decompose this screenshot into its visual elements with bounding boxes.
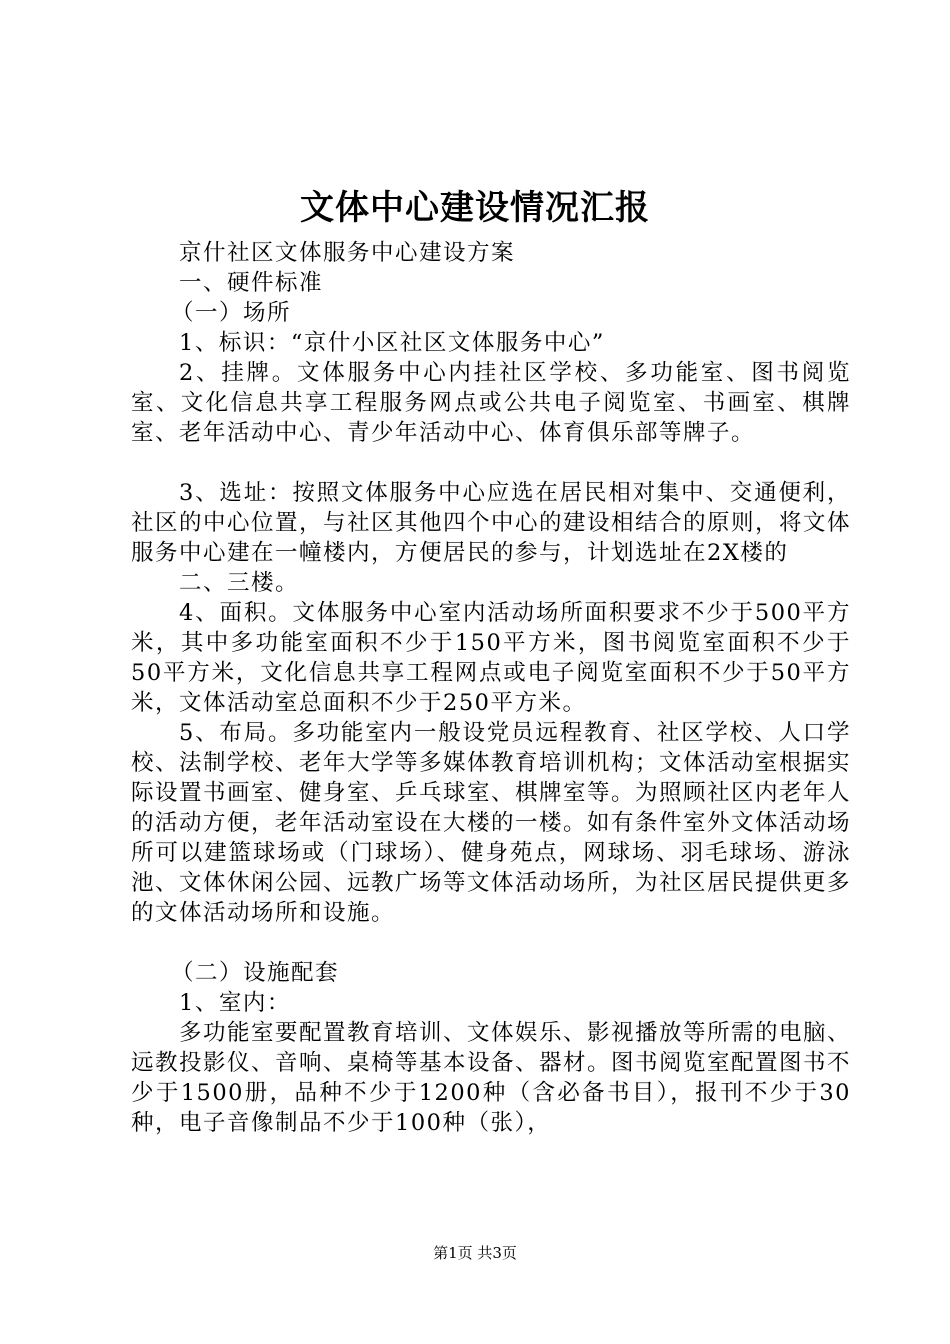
paragraph-spacer [131, 448, 851, 478]
paragraph-section-1: 一、硬件标准 [179, 270, 324, 296]
paragraph-indoor: 1、室内： [179, 990, 291, 1016]
paragraph-subsection-1: （一）场所 [171, 300, 292, 326]
paragraph-subsection-2: （二）设施配套 [171, 960, 340, 986]
paragraph-plan-title: 京什社区文体服务中心建设方案 [179, 240, 516, 266]
paragraph-item-5: 5、布局。多功能室内一般设党员远程教育、社区学校、人口学校、法制学校、老年大学等多媒体教育培训机构；文体活动室根据实际设置书画室、健身室、乒乓球室、棋牌室等。为照顾社区内老年人的活动方便，老年活动室设在大楼的一楼。如有条件室外文体活动场所可以建篮球场或（门球场）、健身苑点，网球场、羽毛球场、游泳池、文体休闲公园、远教广场等文体活动场所，为社区居民提供更多的文体活动场所和设施。 [131, 720, 852, 926]
document-body [131, 238, 851, 1138]
paragraph-indoor-detail: 多功能室要配置教育培训、文体娱乐、影视播放等所需的电脑、远教投影仪、音响、桌椅等基本设备、器材。图书阅览室配置图书不少于1500册，品种不少于1200种（含必备书目），报刊不少于30种，电子音像制品不少于100种（张）， [131, 1020, 852, 1136]
paragraph-item-4: 4、面积。文体服务中心室内活动场所面积要求不少于500平方米，其中多功能室面积不少于150平方米，图书阅览室面积不少于50平方米，文化信息共享工程网点或电子阅览室面积不少于50平方米，文体活动室总面积不少于250平方米。 [131, 600, 851, 716]
paragraph-item-1: 1、标识：“京什小区社区文体服务中心” [179, 330, 605, 356]
paragraph-item-3-cont: 二、三楼。 [179, 570, 300, 596]
document-title: 文体中心建设情况汇报 [300, 188, 650, 228]
paragraph-item-2: 2、挂牌。文体服务中心内挂社区学校、多功能室、图书阅览室、文化信息共享工程服务网点或公共电子阅览室、书画室、棋牌室、老年活动中心、青少年活动中心、体育俱乐部等牌子。 [131, 360, 851, 446]
page-footer: 第1页 共3页 [433, 1244, 517, 1262]
paragraph-item-3: 3、选址：按照文体服务中心应选在居民相对集中、交通便利，社区的中心位置，与社区其他四个中心的建设相结合的原则，将文体服务中心建在一幢楼内，方便居民的参与，计划选址在2X楼的 [131, 480, 852, 566]
paragraph-spacer [131, 928, 851, 958]
